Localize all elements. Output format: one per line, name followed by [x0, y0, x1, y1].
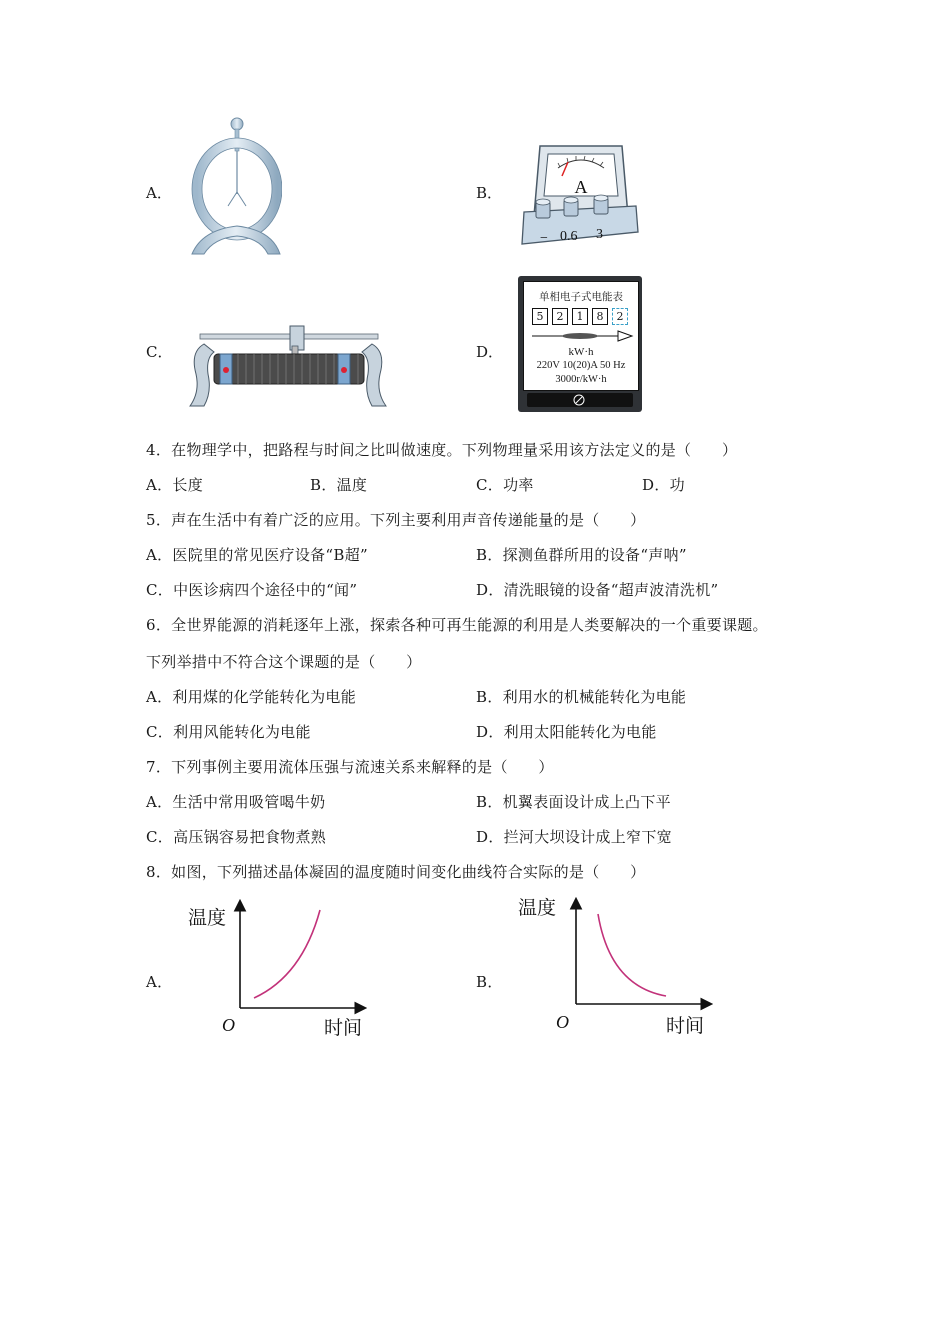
graph-b-origin: O	[556, 1012, 569, 1032]
ammeter-terminal-3: 3	[596, 227, 603, 242]
q6-option-a[interactable]: A．利用煤的化学能转化为电能	[146, 688, 357, 706]
graph-a-ylabel: 温度	[188, 907, 227, 929]
q8-option-a[interactable]: A．	[146, 973, 173, 991]
graph-a-xlabel: 时间	[324, 1017, 363, 1039]
energy-meter-icon	[518, 276, 642, 412]
meter-unit: kW·h	[568, 346, 594, 358]
ammeter-icon	[518, 136, 642, 254]
option-a-letter: A．	[146, 184, 172, 202]
option-d-letter: D．	[476, 343, 504, 361]
meter-constant: 3000r/kW·h	[555, 374, 607, 385]
meter-digit: 1	[572, 308, 588, 325]
q4-option-b[interactable]: B．温度	[310, 476, 368, 494]
graph-b-ylabel: 温度	[518, 897, 557, 919]
q4-option-d[interactable]: D．功	[642, 476, 685, 494]
question-7-stem: 7．下列事例主要用流体压强与流速关系来解释的是（ ）	[146, 758, 554, 776]
q4-option-c[interactable]: C．功率	[476, 476, 534, 494]
q7-option-a[interactable]: A．生活中常用吸管喝牛奶	[146, 793, 326, 811]
q5-option-c[interactable]: C．中医诊病四个途径中的“闻”	[146, 581, 358, 599]
electroscope-icon	[182, 114, 282, 258]
meter-face	[523, 281, 639, 391]
question-6-stem-line2: 下列举措中不符合这个课题的是（ ）	[146, 653, 422, 671]
meter-digit: 2	[552, 308, 568, 325]
q7-option-c[interactable]: C．高压锅容易把食物煮熟	[146, 828, 327, 846]
option-c-letter: C．	[146, 343, 173, 361]
option-b-letter: B．	[476, 184, 503, 202]
q6-option-b[interactable]: B．利用水的机械能转化为电能	[476, 688, 687, 706]
question-4-stem: 4．在物理学中，把路程与时间之比叫做速度。下列物理量采用该方法定义的是（ ）	[146, 441, 738, 459]
ammeter-terminal-0-6: 0.6	[560, 229, 578, 244]
meter-digit: 5	[532, 308, 548, 325]
rheostat-icon	[186, 322, 390, 412]
q5-option-a[interactable]: A．医院里的常见医疗设备“B超”	[146, 546, 368, 564]
graph-a-origin: O	[222, 1015, 235, 1035]
question-8-stem: 8．如图，下列描述晶体凝固的温度随时间变化曲线符合实际的是（ ）	[146, 863, 646, 881]
meter-digit-decimal: 2	[612, 308, 628, 325]
graph-b-xlabel: 时间	[666, 1015, 705, 1037]
graph-b-curve	[598, 914, 666, 996]
meter-arrow-icon	[530, 328, 634, 344]
q7-option-d[interactable]: D．拦河大坝设计成上窄下宽	[476, 828, 672, 846]
q4-option-a[interactable]: A．长度	[146, 476, 204, 494]
question-6-stem: 6．全世界能源的消耗逐年上涨，探索各种可再生能源的利用是人类要解决的一个重要课题。	[146, 616, 768, 634]
q7-option-b[interactable]: B．机翼表面设计成上凸下平	[476, 793, 671, 811]
graph-b	[514, 888, 724, 1040]
q8-option-b[interactable]: B．	[476, 973, 503, 991]
meter-digit-row	[532, 308, 628, 325]
question-5-stem: 5．声在生活中有着广泛的应用。下列主要利用声音传递能量的是（ ）	[146, 511, 646, 529]
ammeter-unit-label: A	[574, 177, 588, 197]
ammeter-terminal-minus: −	[540, 231, 548, 246]
meter-screw-icon	[573, 394, 585, 406]
q6-option-d[interactable]: D．利用太阳能转化为电能	[476, 723, 657, 741]
graph-a-curve	[254, 910, 320, 998]
meter-base	[527, 393, 633, 407]
graph-a	[180, 892, 380, 1042]
q6-option-c[interactable]: C．利用风能转化为电能	[146, 723, 311, 741]
q5-option-d[interactable]: D．清洗眼镜的设备“超声波清洗机”	[476, 581, 719, 599]
meter-title: 单相电子式电能表	[539, 291, 623, 303]
meter-spec: 220V 10(20)A 50 Hz	[536, 360, 626, 371]
q5-option-b[interactable]: B．探测鱼群所用的设备“声呐”	[476, 546, 687, 564]
meter-digit: 8	[592, 308, 608, 325]
